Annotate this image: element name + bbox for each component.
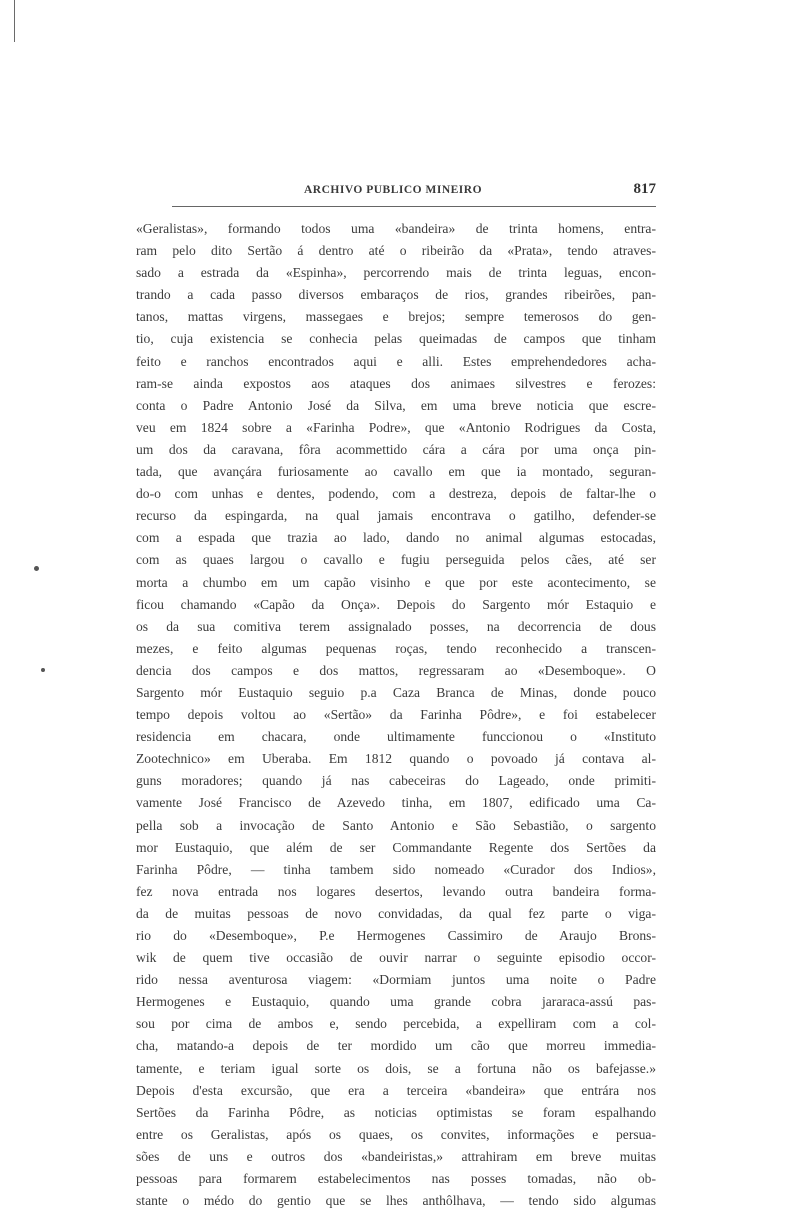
margin-speck: [41, 668, 45, 672]
text-line: fez nova entrada nos logares desertos, levando outra bandeira forma-: [136, 883, 656, 899]
text-line: sou por cima de ambos e, sendo percebida, a expelliram com a col-: [136, 1016, 656, 1032]
text-line: recurso da espingarda, na qual jamais encontrava o gatilho, defender-se: [136, 508, 656, 524]
text-line: veu em 1824 sobre a «Farinha Podre», que «Antonio Rodrigues da Costa,: [136, 419, 656, 435]
text-line: mezes, e feito algumas pequenas roças, tendo reconhecido a transcen-: [136, 640, 656, 656]
text-line: tada, que avançára furiosamente ao cavallo em que ia montado, seguran-: [136, 464, 656, 480]
text-line: Sertões da Farinha Pôdre, as noticias optimistas se foram espalhando: [136, 1104, 656, 1120]
text-line: um dos da caravana, fôra acommettido cára a cára por uma onça pin-: [136, 441, 656, 457]
header-rule: [172, 206, 656, 207]
text-line: ficou chamando «Capão da Onça». Depois do Sargento mór Estaquio e: [136, 596, 656, 612]
text-line: vamente José Francisco de Azevedo tinha, em 1807, edificado uma Ca-: [136, 795, 656, 811]
text-line: Sargento mór Eustaquio seguio p.a Caza Branca de Minas, donde pouco: [136, 684, 656, 700]
text-line: com a espada que trazia ao lado, dando no animal algumas estocadas,: [136, 530, 656, 546]
text-line: wik de quem tive occasião de ouvir narrar o seguinte episodio occor-: [136, 950, 656, 966]
text-line: tempo depois voltou ao «Sertão» da Farinha Pôdre», e foi estabelecer: [136, 707, 656, 723]
text-line: residencia em chacara, onde ultimamente funccionou o «Instituto: [136, 729, 656, 745]
text-line: Farinha Pôdre, — tinha tambem sido nomeado «Curador dos Indios»,: [136, 861, 656, 877]
running-head: ARCHIVO PUBLICO MINEIRO: [304, 184, 483, 196]
text-line: cha, matando-a depois de ter mordido um cão que morreu immedia-: [136, 1038, 656, 1054]
text-line: entre os Geralistas, após os quaes, os convites, informações e persua-: [136, 1126, 656, 1142]
text-line: do-o com unhas e dentes, podendo, com a destreza, depois de faltar-lhe o: [136, 486, 656, 502]
text-line: guns moradores; quando já nas cabeceiras do Lageado, onde primiti-: [136, 773, 656, 789]
margin-speck: [34, 566, 39, 571]
text-line: conta o Padre Antonio José da Silva, em uma breve noticia que escre-: [136, 397, 656, 413]
text-line: ram-se ainda expostos aos ataques dos animaes silvestres e ferozes:: [136, 375, 656, 391]
text-line: os da sua comitiva terem assignalado posses, na decorrencia de dous: [136, 618, 656, 634]
text-line: morta a chumbo em um capão visinho e que por este acontecimento, se: [136, 574, 656, 590]
text-line: tanos, mattas virgens, massegaes e brejos; sempre temerosos do gen-: [136, 309, 656, 325]
text-line: mor Eustaquio, que além de ser Commandante Regente dos Sertões da: [136, 839, 656, 855]
margin-mark: [14, 0, 15, 42]
text-line: feito e ranchos encontrados aqui e alli. Estes emprehendedores acha-: [136, 353, 656, 369]
text-line: stante o médo do gentio que se lhes anthôlhava, — tendo sido algumas: [136, 1193, 656, 1209]
text-line: rido nessa aventurosa viagem: «Dormiam juntos uma noite o Padre: [136, 972, 656, 988]
text-line: Zootechnico» em Uberaba. Em 1812 quando o povoado já contava al-: [136, 751, 656, 767]
page-number: 817: [633, 181, 656, 197]
text-line: ram pelo dito Sertão á dentro até o ribeirão da «Prata», tendo atraves-: [136, 243, 656, 259]
text-line: tamente, e teriam igual sorte os dois, se a fortuna não os bafejasse.»: [136, 1060, 656, 1076]
text-line: rio do «Desemboque», P.e Hermogenes Cassimiro de Araujo Brons-: [136, 928, 656, 943]
page-header: [172, 182, 656, 204]
text-line: trando a cada passo diversos embaraços de rios, grandes ribeirões, pan-: [136, 287, 656, 303]
text-line: «Geralistas», formando todos uma «bandeira» de trinta homens, entra-: [136, 221, 656, 236]
body-text: [136, 218, 656, 1212]
text-line: sado a estrada da «Espinha», percorrendo mais de trinta leguas, encon-: [136, 265, 656, 281]
text-line: pella sob a invocação de Santo Antonio e São Sebastião, o sargento: [136, 817, 656, 833]
text-line: Hermogenes e Eustaquio, quando uma grande cobra jararaca-assú pas-: [136, 994, 656, 1010]
text-line: tio, cuja existencia se conhecia pelas queimadas de campos que tinham: [136, 331, 656, 347]
text-line: da de muitas pessoas de novo convidadas, da qual fez parte o viga-: [136, 905, 656, 921]
text-line: sões de uns e outros dos «bandeiristas,» attrahiram em breve muitas: [136, 1148, 656, 1164]
text-line: Depois d'esta excursão, que era a terceira «bandeira» que entrára nos: [136, 1082, 656, 1098]
text-line: dencia dos campos e dos mattos, regressaram ao «Desemboque». O: [136, 662, 656, 678]
text-line: pessoas para formarem estabelecimentos nas posses tomadas, não ob-: [136, 1171, 656, 1187]
text-line: com as quaes largou o cavallo e fugiu perseguida pelos cães, até ser: [136, 552, 656, 568]
